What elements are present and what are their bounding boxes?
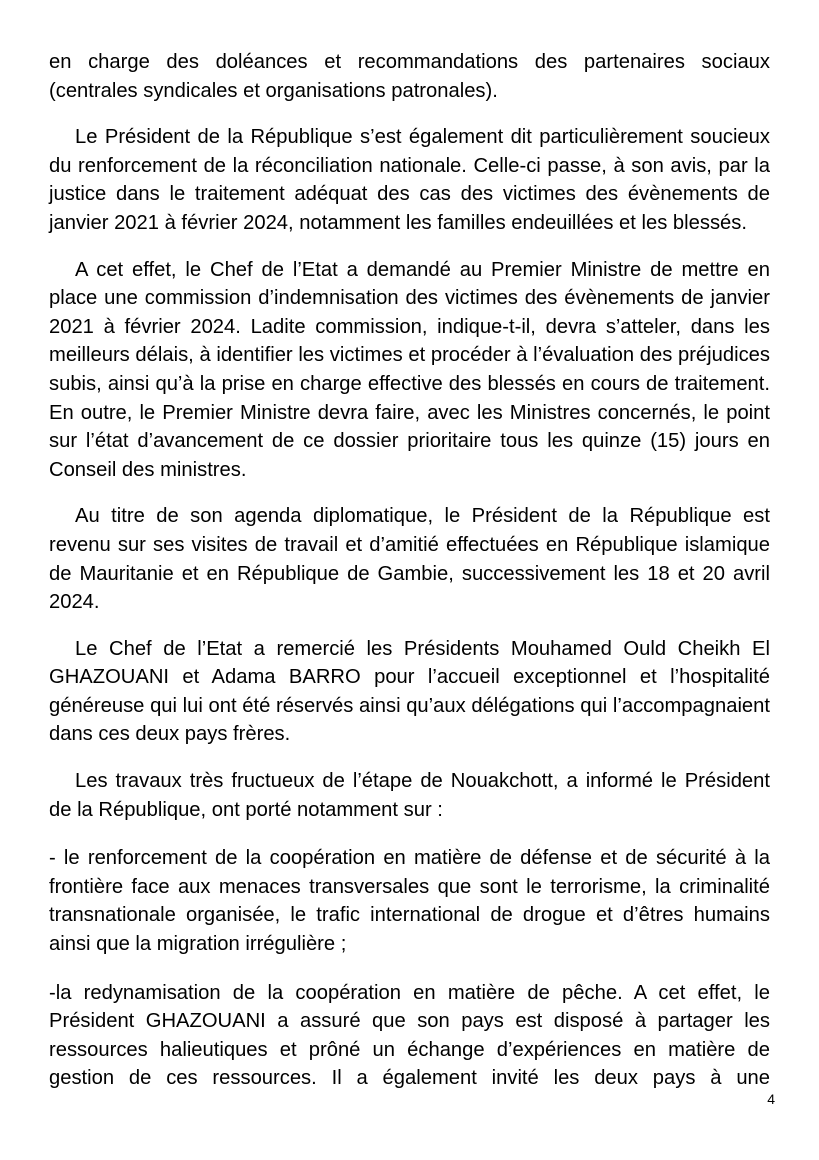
- page-number: 4: [767, 1091, 775, 1107]
- paragraph-1: en charge des doléances et recommandations des partenaires sociaux (centrales syndicales et organisations patronales).: [49, 51, 770, 102]
- paragraph-3: A cet effet, le Chef de l’Etat a demandé au Premier Ministre de mettre en place une commission d’indemnisation des victimes des évènements de janvier 2021 à février 2024. Ladite commission, indique-t-il, devra s’atteler, dans les meilleurs délais, à identifier les victimes et procéder à l’évaluation des préjudices subis, ainsi qu’à la prise en charge effective des blessés en cours de traitement. En outre, le Premier Ministre devra faire, avec les Ministres concernés, le point sur l’état d’avancement de ce dossier prioritaire tous les quinze (15) jours en Conseil des ministres.: [49, 258, 770, 481]
- paragraph-7-bullet-security-cooperation: - le renforcement de la coopération en matière de défense et de sécurité à la frontière face aux menaces transversales que sont le terrorisme, la criminalité transnationale organisée, le trafic international de drogue et d’êtres humains ainsi que la migration irrégulière ;: [49, 847, 770, 956]
- paragraph-6: Les travaux très fructueux de l’étape de Nouakchott, a informé le Président de la République, ont porté notamment sur :: [49, 770, 770, 821]
- paragraph-5: Le Chef de l’Etat a remercié les Présidents Mouhamed Ould Cheikh El GHAZOUANI et Adama BARRO pour l’accueil exceptionnel et l’hospitalité généreuse qui lui ont été réservés ainsi qu’aux délégations qui l’accompagnaient dans ces deux pays frères.: [49, 637, 770, 746]
- paragraph-4: Au titre de son agenda diplomatique, le Président de la République est revenu sur ses visites de travail et d’amitié effectuées en République islamique de Mauritanie et en République de Gambie, successivement les 18 et 20 avril 2024.: [49, 505, 770, 614]
- paragraph-8-bullet-fishing-cooperation: -la redynamisation de la coopération en matière de pêche. A cet effet, le Président GHAZOUANI a assuré que son pays est disposé à partager les ressources halieutiques et prôné un échange d’expériences en matière de gestion de ces ressources. Il a également invité les deux pays à une: [49, 981, 770, 1090]
- paragraph-2: Le Président de la République s’est également dit particulièrement soucieux du renforcement de la réconciliation nationale. Celle-ci passe, à son avis, par la justice dans le traitement adéquat des cas des victimes des évènements de janvier 2021 à février 2024, notamment les familles endeuillées et les blessés.: [49, 126, 770, 234]
- document-body: [49, 48, 770, 1093]
